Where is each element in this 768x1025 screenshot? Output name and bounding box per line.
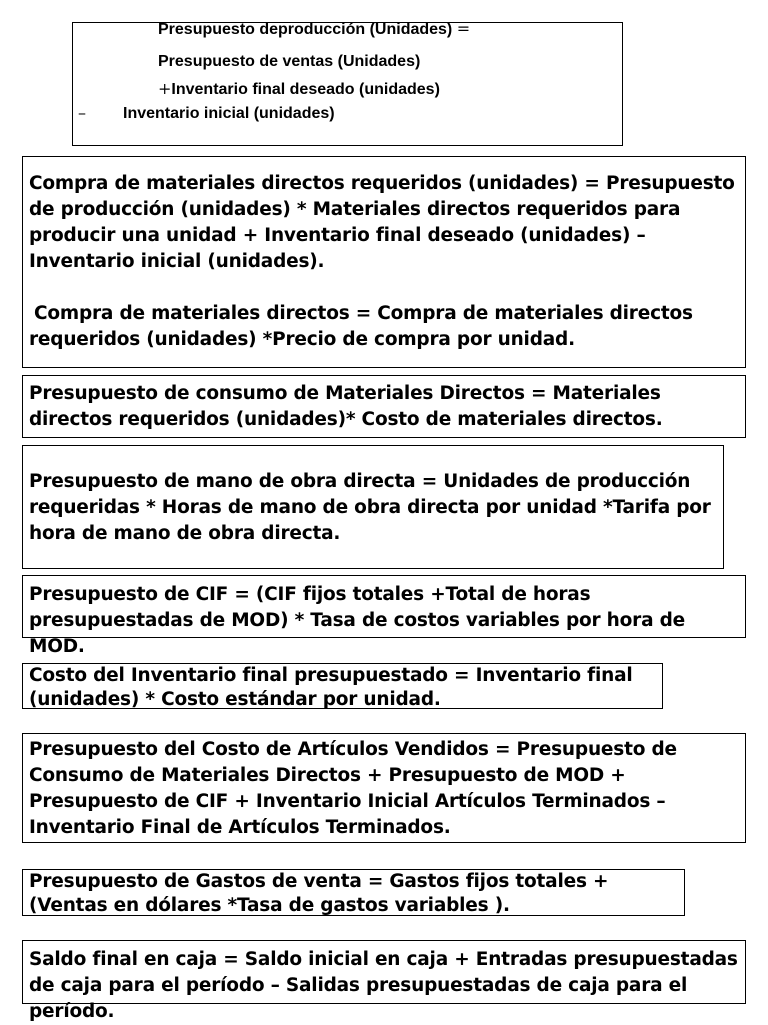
direct-labor-box (22, 445, 724, 569)
cif-formula: Presupuesto de CIF = (CIF fijos totales +Total de horas presupuestadas de MOD) * Tasa de costos variables por hora de MOD. (29, 584, 685, 657)
selling-expenses-box (22, 869, 685, 916)
beginning-inventory-line (78, 104, 335, 123)
ending-inventory-label: Inventario final deseado (unidades) (171, 81, 440, 98)
cost-of-goods-sold-box (22, 733, 746, 843)
materials-consumption-formula: Presupuesto de consumo de Materiales Directos = Materiales directos requeridos (unidades)* Costo de materiales directos. (29, 383, 663, 430)
ending-inventory-cost-formula: Costo del Inventario final presupuestado = Inventario final (unidades) * Costo estándar por unidad. (29, 665, 633, 709)
cif-box (22, 575, 746, 657)
ending-cash-box (22, 940, 746, 1022)
cost-of-goods-sold-formula: Presupuesto del Costo de Artículos Vendidos = Presupuesto de Consumo de Materiales Directos + Presupuesto de MOD + Presupuesto de CIF + Inventario Inicial Artículos Terminados – Inventario Final de Artículos Terminados. (29, 739, 677, 838)
sales-budget-label: Presupuesto de ventas (Unidades) (158, 53, 421, 70)
production-budget-label: Presupuesto deproducción (Unidades) (158, 22, 453, 38)
materials-purchase-cost-formula: Compra de materiales directos = Compra de materiales directos requeridos (unidades) *Precio de compra por unidad. (29, 303, 693, 350)
sales-budget-line (158, 53, 420, 71)
ending-cash-formula: Saldo final en caja = Saldo inicial en caja + Entradas presupuestadas de caja para el período – Salidas presupuestadas de caja para el período. (29, 949, 738, 1022)
ending-inventory-cost-box (22, 663, 663, 709)
direct-labor-formula: Presupuesto de mano de obra directa = Unidades de producción requeridas * Horas de mano de obra directa por unidad *Tarifa por hora de mano de obra directa. (29, 471, 711, 544)
materials-consumption-box (22, 375, 746, 438)
plus-sign: + (158, 79, 172, 98)
production-budget-line (158, 22, 470, 39)
materials-purchase-box (22, 156, 746, 368)
equals-sign: = (456, 22, 471, 38)
selling-expenses-formula: Presupuesto de Gastos de venta = Gastos fijos totales + (Ventas en dólares *Tasa de gastos variables ). (29, 871, 609, 916)
production-budget-box (72, 22, 623, 146)
materials-purchase-units-formula: Compra de materiales directos requeridos (unidades) = Presupuesto de producción (unidades) * Materiales directos requeridos para producir una unidad + Inventario final deseado (unidades) – Inventario inicial (unidades). (29, 173, 735, 272)
minus-sign: – (78, 103, 86, 122)
beginning-inventory-label: Inventario inicial (unidades) (123, 105, 335, 122)
ending-inventory-line (158, 80, 440, 99)
